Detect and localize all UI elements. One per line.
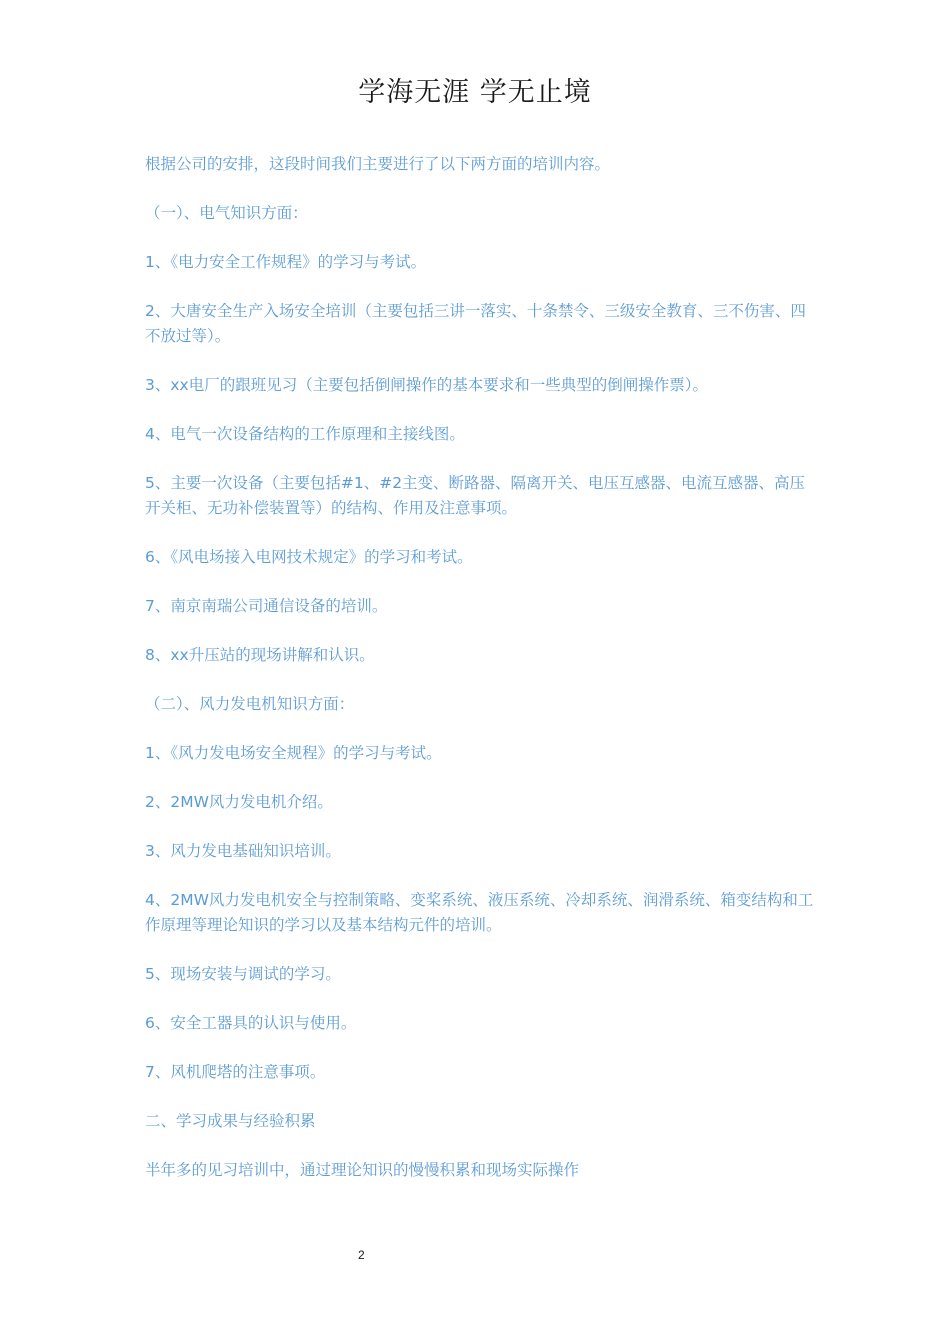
paragraph-results: 半年多的见习培训中，通过理论知识的慢慢积累和现场实际操作 xyxy=(145,1161,580,1179)
list-item: 1、《风力发电场安全规程》的学习与考试。 xyxy=(145,744,442,762)
paragraph-intro: 根据公司的安排，这段时间我们主要进行了以下两方面的培训内容。 xyxy=(145,155,611,173)
list-item: 7、南京南瑞公司通信设备的培训。 xyxy=(145,597,388,615)
document-body xyxy=(145,152,815,1207)
list-item: 7、风机爬塔的注意事项。 xyxy=(145,1063,326,1081)
list-item: 2、2MW风力发电机介绍。 xyxy=(145,793,333,811)
list-item: 6、《风电场接入电网技术规定》的学习和考试。 xyxy=(145,548,473,566)
section-heading-wind-turbine: （二）、风力发电机知识方面： xyxy=(145,695,355,713)
list-item: 3、风力发电基础知识培训。 xyxy=(145,842,341,860)
list-item: 3、xx电厂的跟班见习（主要包括倒闸操作的基本要求和一些典型的倒闸操作票）。 xyxy=(145,376,708,394)
list-item: 5、主要一次设备（主要包括#1、#2主变、断路器、隔离开关、电压互感器、电流互感器、高压开关柜、无功补偿装置等）的结构、作用及注意事项。 xyxy=(145,474,806,517)
list-item: 1、《电力安全工作规程》的学习与考试。 xyxy=(145,253,427,271)
page-number: 2 xyxy=(358,1248,365,1262)
page-header-title: 学海无涯 学无止境 xyxy=(358,77,592,108)
list-item: 5、现场安装与调试的学习。 xyxy=(145,965,341,983)
list-item: 4、电气一次设备结构的工作原理和主接线图。 xyxy=(145,425,465,443)
list-item: 4、2MW风力发电机安全与控制策略、变桨系统、液压系统、冷却系统、润滑系统、箱变结构和工作原理等理论知识的学习以及基本结构元件的培训。 xyxy=(145,891,814,934)
list-item: 6、安全工器具的认识与使用。 xyxy=(145,1014,357,1032)
section-heading-results: 二、学习成果与经验积累 xyxy=(145,1112,316,1130)
section-heading-electrical: （一）、电气知识方面： xyxy=(145,204,308,222)
list-item: 2、大唐安全生产入场安全培训（主要包括三讲一落实、十条禁令、三级安全教育、三不伤害、四不放过等）。 xyxy=(145,302,806,345)
list-item: 8、xx升压站的现场讲解和认识。 xyxy=(145,646,375,664)
